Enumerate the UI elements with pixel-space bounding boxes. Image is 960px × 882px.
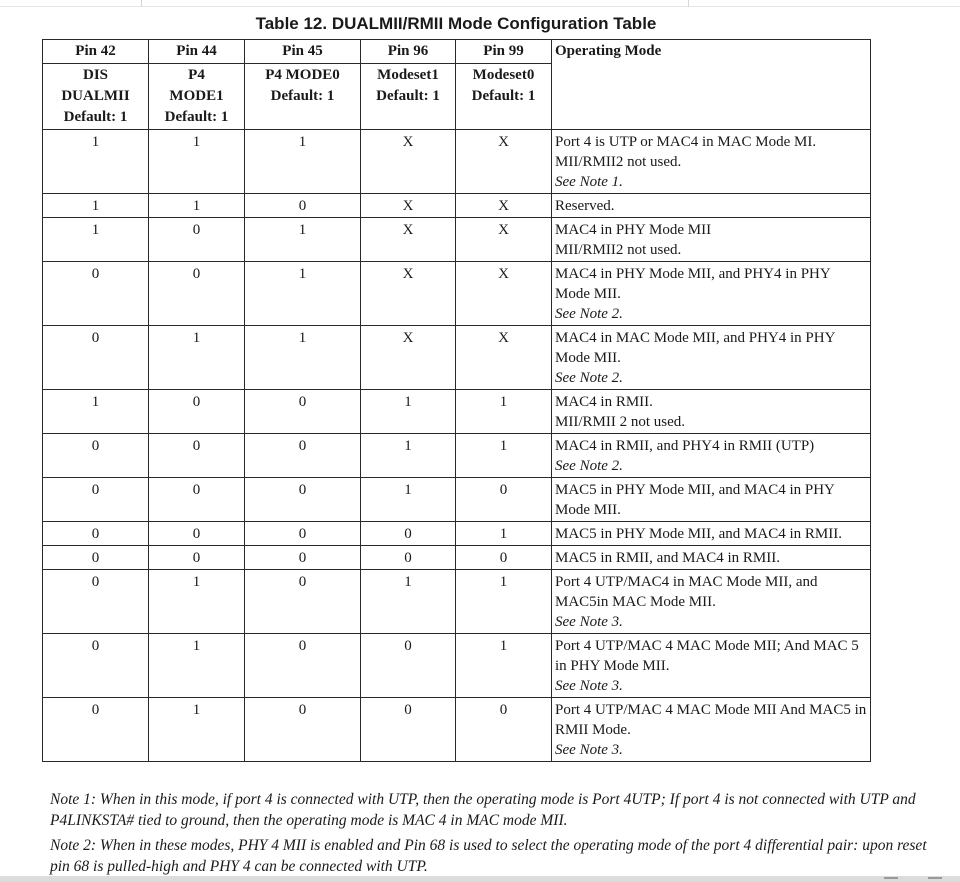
- mode-text: MAC4 in PHY Mode MII: [555, 222, 712, 238]
- pin-value-cell: 1: [43, 218, 149, 262]
- pin-value-cell: 0: [43, 434, 149, 478]
- mode-text: Port 4 UTP/MAC 4 MAC Mode MII And MAC5 in RMII Mode.: [555, 702, 867, 738]
- pin-value-cell: 1: [149, 698, 245, 762]
- signal-default: Default: 1: [471, 88, 536, 104]
- signal-header: [361, 64, 456, 130]
- operating-mode-cell: [552, 390, 871, 434]
- pin-value-cell: X: [361, 262, 456, 326]
- pin-value-cell: 0: [43, 262, 149, 326]
- table-row: [43, 262, 871, 326]
- pin-value-cell: 0: [149, 262, 245, 326]
- pin-value-cell: 0: [43, 326, 149, 390]
- signal-name: MODE1: [169, 88, 224, 104]
- pin-value-cell: 1: [149, 570, 245, 634]
- pin-value-cell: 1: [149, 194, 245, 218]
- pin-value-cell: 1: [361, 570, 456, 634]
- pin-value-cell: 1: [456, 570, 552, 634]
- mode-text: MAC5 in PHY Mode MII, and MAC4 in RMII.: [555, 526, 842, 542]
- signal-default: Default: 1: [376, 88, 440, 104]
- table-title: Table 12. DUALMII/RMII Mode Configuration Table: [255, 14, 657, 33]
- pin-value-cell: 0: [43, 522, 149, 546]
- pin-header: Pin 44: [149, 40, 245, 64]
- scroll-indicator: [928, 877, 942, 879]
- operating-mode-cell: [552, 522, 871, 546]
- operating-mode-cell: [552, 698, 871, 762]
- pin-value-cell: 0: [43, 634, 149, 698]
- signal-name: DUALMII: [61, 88, 130, 104]
- pin-value-cell: 0: [149, 218, 245, 262]
- pin-value-cell: 1: [361, 434, 456, 478]
- top-border: [0, 6, 960, 7]
- signal-default: Default: 1: [270, 88, 335, 104]
- pin-value-cell: 0: [245, 390, 361, 434]
- notes-section: [50, 789, 930, 881]
- pin-value-cell: X: [456, 130, 552, 194]
- pin-value-cell: 0: [456, 698, 552, 762]
- mode-text: MAC4 in RMII, and PHY4 in RMII (UTP): [555, 438, 815, 454]
- pin-value-cell: 0: [149, 390, 245, 434]
- operating-mode-cell: [552, 194, 871, 218]
- pin-value-cell: 1: [245, 218, 361, 262]
- window-bottom-bar: [0, 876, 960, 882]
- pin-value-cell: 0: [245, 570, 361, 634]
- pin-value-cell: 1: [43, 194, 149, 218]
- pin-value-cell: X: [361, 326, 456, 390]
- pin-value-cell: 1: [456, 390, 552, 434]
- pin-value-cell: 0: [361, 546, 456, 570]
- mode-text: MAC4 in MAC Mode MII, and PHY4 in PHY Mode MII.: [555, 330, 835, 366]
- pin-value-cell: 0: [361, 634, 456, 698]
- signal-default: Default: 1: [164, 109, 229, 125]
- table-row: [43, 570, 871, 634]
- pin-value-cell: 1: [361, 478, 456, 522]
- pin-value-cell: 0: [245, 522, 361, 546]
- pin-value-cell: 1: [456, 634, 552, 698]
- pin-value-cell: 0: [245, 634, 361, 698]
- signal-header: [43, 64, 149, 130]
- pin-value-cell: 0: [456, 546, 552, 570]
- operating-mode-cell: [552, 262, 871, 326]
- operating-mode-cell: [552, 218, 871, 262]
- mode-text: Port 4 UTP/MAC4 in MAC Mode MII, and MAC5in MAC Mode MII.: [555, 574, 818, 610]
- pin-value-cell: 0: [149, 478, 245, 522]
- pin-value-cell: X: [361, 218, 456, 262]
- pin-value-cell: 1: [43, 130, 149, 194]
- mode-note-ref: See Note 2.: [555, 458, 623, 474]
- table-row: [43, 434, 871, 478]
- pin-value-cell: 1: [245, 326, 361, 390]
- pin-value-cell: X: [456, 218, 552, 262]
- pin-value-cell: X: [456, 194, 552, 218]
- signal-name: Modeset1: [377, 67, 439, 83]
- pin-value-cell: 1: [149, 130, 245, 194]
- pin-value-cell: 1: [149, 326, 245, 390]
- table-row: [43, 390, 871, 434]
- table-row: [43, 478, 871, 522]
- mode-text: Port 4 UTP/MAC 4 MAC Mode MII; And MAC 5 in PHY Mode MII.: [555, 638, 859, 674]
- mode-text: MAC5 in PHY Mode MII, and MAC4 in PHY Mode MII.: [555, 482, 835, 518]
- note-2: Note 2: When in these modes, PHY 4 MII is enabled and Pin 68 is used to select the operating mode of the port 4 differential pair: upon reset pin 68 is pulled-high and PHY 4 can be connected with UTP.: [50, 837, 927, 875]
- pin-value-cell: 1: [456, 522, 552, 546]
- pin-header: Pin 99: [456, 40, 552, 64]
- table-body: [43, 130, 871, 762]
- ruler-tick: [141, 0, 142, 7]
- operating-mode-header: Operating Mode: [552, 40, 871, 130]
- table-row: [43, 326, 871, 390]
- mode-text: Reserved.: [555, 198, 615, 214]
- pin-value-cell: X: [361, 130, 456, 194]
- pin-value-cell: 0: [149, 434, 245, 478]
- mode-note-ref: See Note 3.: [555, 614, 623, 630]
- mode-text: MII/RMII2 not used.: [555, 242, 682, 258]
- pin-value-cell: 0: [245, 434, 361, 478]
- operating-mode-cell: [552, 478, 871, 522]
- pin-value-cell: 0: [245, 546, 361, 570]
- pin-value-cell: 0: [245, 698, 361, 762]
- signal-name: DIS: [82, 67, 108, 83]
- mode-note-ref: See Note 1.: [555, 174, 623, 190]
- pin-value-cell: 0: [361, 522, 456, 546]
- pin-value-cell: 1: [245, 130, 361, 194]
- pin-value-cell: 1: [43, 390, 149, 434]
- pin-value-cell: 1: [149, 634, 245, 698]
- table-row: [43, 130, 871, 194]
- operating-mode-cell: [552, 130, 871, 194]
- pin-header: Pin 45: [245, 40, 361, 64]
- table-header: [43, 40, 871, 130]
- pin-value-cell: 0: [245, 478, 361, 522]
- table-row: [43, 522, 871, 546]
- pin-value-cell: 0: [149, 522, 245, 546]
- pin-header: Pin 96: [361, 40, 456, 64]
- note-1: Note 1: When in this mode, if port 4 is connected with UTP, then the operating mode is Port 4UTP; If port 4 is not connected with UTP and P4LINKSTA# tied to ground, then the operating mode is MAC 4 in MAC mode MII.: [50, 791, 916, 829]
- pin-value-cell: 0: [245, 194, 361, 218]
- pin-value-cell: 1: [245, 262, 361, 326]
- mode-text: MAC4 in PHY Mode MII, and PHY4 in PHY Mode MII.: [555, 266, 831, 302]
- mode-note-ref: See Note 3.: [555, 678, 623, 694]
- signal-name: P4: [188, 67, 205, 83]
- pin-value-cell: 1: [361, 390, 456, 434]
- mode-text: MAC4 in RMII.: [555, 394, 653, 410]
- pin-value-cell: 0: [43, 478, 149, 522]
- pin-value-cell: X: [361, 194, 456, 218]
- pin-header-row: [43, 40, 871, 64]
- pin-value-cell: 1: [456, 434, 552, 478]
- mode-text: MII/RMII2 not used.: [555, 154, 682, 170]
- table-row: [43, 698, 871, 762]
- signal-name: Modeset0: [472, 67, 535, 83]
- mode-text: MII/RMII 2 not used.: [555, 414, 685, 430]
- table-row: [43, 218, 871, 262]
- pin-value-cell: 0: [43, 546, 149, 570]
- pin-value-cell: 0: [456, 478, 552, 522]
- pin-value-cell: 0: [43, 570, 149, 634]
- pin-value-cell: 0: [149, 546, 245, 570]
- pin-header: Pin 42: [43, 40, 149, 64]
- scroll-indicator: [884, 877, 898, 879]
- signal-header: [456, 64, 552, 130]
- mode-configuration-table: [42, 39, 871, 762]
- signal-header: [149, 64, 245, 130]
- signal-default: Default: 1: [63, 109, 128, 125]
- table-row: [43, 194, 871, 218]
- operating-mode-cell: [552, 326, 871, 390]
- signal-header: [245, 64, 361, 130]
- operating-mode-cell: [552, 634, 871, 698]
- mode-text: MAC5 in RMII, and MAC4 in RMII.: [555, 550, 781, 566]
- operating-mode-cell: [552, 546, 871, 570]
- mode-text: Port 4 is UTP or MAC4 in MAC Mode MI.: [555, 134, 817, 150]
- table-row: [43, 546, 871, 570]
- mode-note-ref: See Note 2.: [555, 306, 623, 322]
- operating-mode-cell: [552, 570, 871, 634]
- operating-mode-cell: [552, 434, 871, 478]
- mode-note-ref: See Note 2.: [555, 370, 623, 386]
- signal-name: P4 MODE0: [265, 67, 340, 83]
- mode-note-ref: See Note 3.: [555, 742, 623, 758]
- table-row: [43, 634, 871, 698]
- pin-value-cell: X: [456, 262, 552, 326]
- pin-value-cell: 0: [361, 698, 456, 762]
- pin-value-cell: 0: [43, 698, 149, 762]
- pin-value-cell: X: [456, 326, 552, 390]
- ruler-tick: [688, 0, 689, 7]
